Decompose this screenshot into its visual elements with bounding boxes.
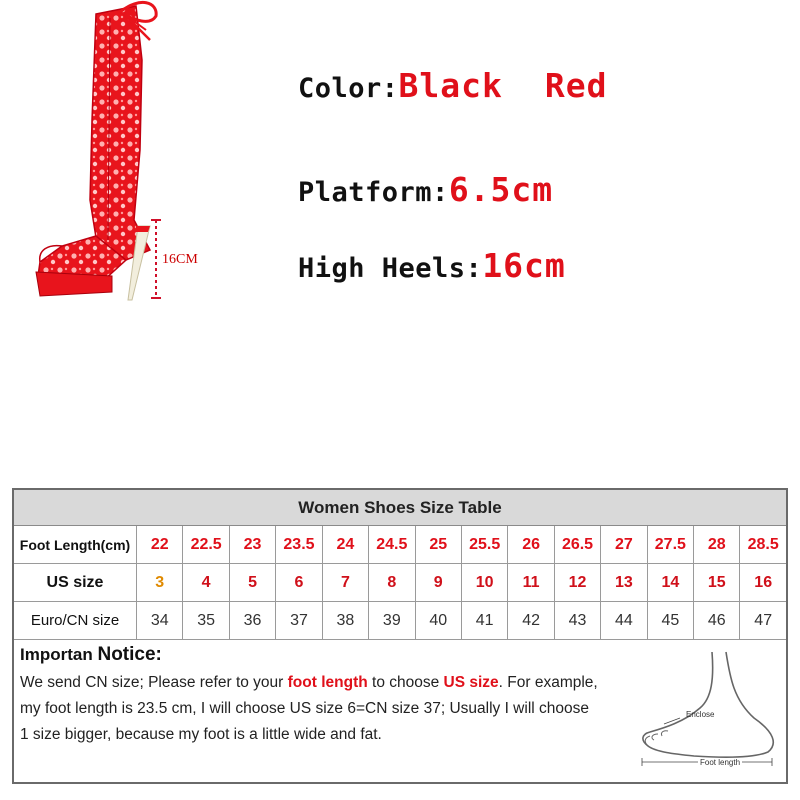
color-label: Color:	[298, 73, 399, 104]
table-cell: 22.5	[183, 526, 229, 563]
row-header-euro-cn-size: Euro/CN size	[14, 602, 137, 639]
table-cell: 28.5	[747, 535, 779, 553]
table-cell: 12	[555, 564, 601, 601]
table-cell: 26	[508, 526, 554, 563]
table-cell: 42	[508, 602, 554, 639]
foot-measure-diagram	[634, 648, 784, 772]
notice-text-span: . For example,	[498, 674, 598, 691]
table-cell: 11	[508, 564, 554, 601]
spec-platform	[298, 170, 553, 209]
table-row-us-size	[14, 564, 786, 602]
notice-text-span: We send CN size; Please refer to your	[20, 674, 288, 691]
product-image	[0, 0, 240, 320]
table-cell: 13	[601, 564, 647, 601]
color-black: Black	[398, 66, 503, 105]
table-row-euro-cn-size	[14, 602, 786, 640]
notice-line-1	[20, 670, 630, 696]
spec-color	[298, 66, 608, 105]
table-cell: 27	[601, 526, 647, 563]
table-cell: 6	[276, 564, 322, 601]
table-cell: 37	[276, 602, 322, 639]
table-cell: 38	[323, 602, 369, 639]
table-cell: 7	[323, 564, 369, 601]
table-cell: 28	[694, 526, 740, 563]
notice-text-span: to choose	[367, 674, 444, 691]
platform-value: 6.5cm	[448, 170, 554, 209]
heels-value: 16cm	[482, 246, 566, 285]
table-cell: 43	[555, 602, 601, 639]
notice-title-prefix: Importan	[20, 645, 93, 664]
diagram-foot-length-label: Foot length	[700, 758, 741, 767]
table-cell: 22	[137, 526, 183, 563]
size-table	[12, 488, 788, 784]
table-cell: 41	[462, 602, 508, 639]
table-cell: 39	[369, 602, 415, 639]
notice-line-3: 1 size bigger, because my foot is a little wide and fat.	[20, 726, 382, 743]
notice-text	[20, 670, 630, 748]
table-cell: 34	[137, 602, 183, 639]
table-cell: 27.5	[648, 526, 694, 563]
heel-height-label: 16CM	[162, 252, 198, 267]
table-cell: 47	[754, 611, 773, 629]
table-cell: 44	[601, 602, 647, 639]
table-cell: 14	[648, 564, 694, 601]
heels-label: High Heels:	[298, 253, 483, 284]
table-cell: 25	[416, 526, 462, 563]
notice-title-word: Notice:	[97, 644, 162, 665]
table-cell: 36	[230, 602, 276, 639]
table-cell: 26.5	[555, 526, 601, 563]
table-cell: 25.5	[462, 526, 508, 563]
table-cell: 5	[230, 564, 276, 601]
table-cell: 24	[323, 526, 369, 563]
notice-line-2: my foot length is 23.5 cm, I will choose US size 6=CN size 37; Usually I will choose	[20, 700, 589, 717]
table-cell: 35	[183, 602, 229, 639]
table-cell: 4	[183, 564, 229, 601]
table-cell: 9	[416, 564, 462, 601]
table-cell: 15	[694, 564, 740, 601]
size-table-title: Women Shoes Size Table	[14, 490, 786, 526]
table-cell: 16	[754, 573, 773, 591]
table-cell: 46	[694, 602, 740, 639]
row-header-us-size: US size	[14, 564, 137, 601]
diagram-enclose-label: Enclose	[686, 710, 715, 719]
row-header-foot-length: Foot Length(cm)	[14, 526, 137, 563]
table-cell: 3	[137, 564, 183, 601]
table-cell: 40	[416, 602, 462, 639]
spec-heels	[298, 246, 566, 285]
table-cell: 23.5	[276, 526, 322, 563]
foot-length-emphasis: foot length	[287, 674, 368, 691]
notice-section	[14, 640, 786, 784]
us-size-emphasis: US size	[443, 674, 499, 691]
table-cell: 24.5	[369, 526, 415, 563]
table-cell: 8	[369, 564, 415, 601]
table-row-foot-length	[14, 526, 786, 564]
platform-label: Platform:	[298, 177, 449, 208]
table-cell: 10	[462, 564, 508, 601]
table-cell: 23	[230, 526, 276, 563]
notice-title	[20, 644, 162, 666]
table-cell: 45	[648, 602, 694, 639]
color-red: Red	[544, 66, 608, 105]
